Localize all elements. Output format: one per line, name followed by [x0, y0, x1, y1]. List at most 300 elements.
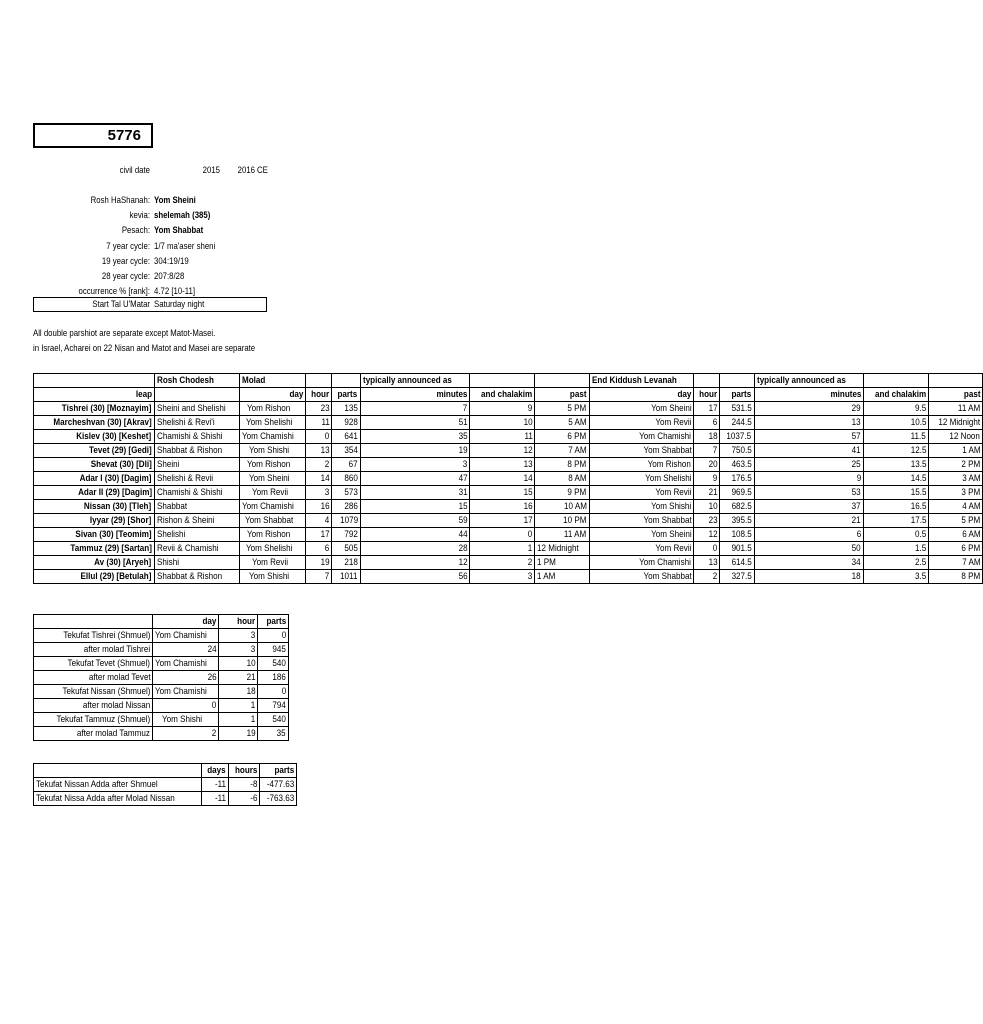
table-cell: Tekufat Nissan (Shmuel): [34, 685, 153, 699]
table-cell: 327.5: [720, 570, 754, 584]
table-cell: 9 PM: [535, 486, 589, 500]
table-cell: 26: [153, 671, 219, 685]
table-cell: 108.5: [720, 528, 754, 542]
table-row: [34, 792, 297, 806]
table-row: [34, 556, 983, 570]
table-cell: day: [589, 388, 694, 402]
table-cell: 0: [258, 629, 289, 643]
table-cell: 286: [332, 500, 360, 514]
table-header-row: [34, 374, 983, 388]
table-cell: 18: [694, 430, 720, 444]
table-header-row: [34, 764, 297, 778]
table-cell: Sivan (30) [Teomim]: [34, 528, 155, 542]
table-cell: [864, 374, 929, 388]
table-cell: 8 PM: [929, 570, 983, 584]
table-cell: 12 Midnight: [929, 416, 983, 430]
table-cell: 1011: [332, 570, 360, 584]
table-cell: 28: [360, 542, 470, 556]
table-cell: 18: [219, 685, 258, 699]
table-cell: 641: [332, 430, 360, 444]
table-cell: 23: [694, 514, 720, 528]
table-cell: 44: [360, 528, 470, 542]
table-cell: Tevet (29) [Gedi]: [34, 444, 155, 458]
table-cell: 3: [306, 486, 332, 500]
table-cell: 5 PM: [929, 514, 983, 528]
table-cell: Yom Revii: [240, 486, 306, 500]
table-cell: 1079: [332, 514, 360, 528]
table-cell: 3.5: [864, 570, 929, 584]
table-cell: parts: [720, 388, 754, 402]
table-cell: Yom Revii: [240, 556, 306, 570]
table-cell: End Kiddush Levanah: [589, 374, 694, 388]
table-cell: Yom Shishi: [589, 500, 694, 514]
civil-date-label: civil date: [119, 165, 150, 176]
table-cell: Yom Shelishi: [240, 416, 306, 430]
table-cell: -11: [202, 778, 229, 792]
table-cell: 29: [754, 402, 864, 416]
table-cell: 12: [360, 556, 470, 570]
info-value: Yom Sheini: [154, 195, 196, 206]
table-cell: Yom Shishi: [153, 713, 219, 727]
table-cell: 9: [694, 472, 720, 486]
table-cell: 1: [219, 713, 258, 727]
table-row: [34, 727, 289, 741]
table-row: [34, 699, 289, 713]
table-cell: 540: [258, 657, 289, 671]
table-cell: [306, 374, 332, 388]
table-cell: 750.5: [720, 444, 754, 458]
table-cell: 6 PM: [535, 430, 589, 444]
table-cell: Yom Shishi: [240, 444, 306, 458]
table-row: [34, 514, 983, 528]
table-cell: after molad Nissan: [34, 699, 153, 713]
table-cell: 19: [360, 444, 470, 458]
table-row: [34, 657, 289, 671]
table-cell: 7: [694, 444, 720, 458]
table-cell: 13: [694, 556, 720, 570]
table-cell: -763.63: [260, 792, 297, 806]
civil-year-1: 2015: [202, 165, 220, 176]
table-cell: Iyyar (29) [Shor]: [34, 514, 155, 528]
info-value: Yom Shabbat: [154, 225, 204, 237]
info-label: Rosh HaShanah:: [90, 195, 150, 206]
table-cell: 5 AM: [535, 416, 589, 430]
table-cell: 1 PM: [535, 556, 589, 570]
table-row: [34, 458, 983, 472]
table-cell: 37: [754, 500, 864, 514]
table-cell: parts: [260, 764, 297, 778]
table-cell: [34, 374, 155, 388]
table-cell: 6 AM: [929, 528, 983, 542]
table-cell: 1: [219, 699, 258, 713]
note-line-2: in Israel, Acharei on 22 Nisan and Matot and Masei are separate: [33, 343, 256, 354]
table-cell: Tekufat Nissan Adda after Shmuel: [34, 778, 202, 792]
table-cell: 16: [470, 500, 535, 514]
table-cell: 14: [306, 472, 332, 486]
table-cell: typically announced as: [754, 374, 864, 388]
table-cell: 20: [694, 458, 720, 472]
info-value: 304:19/19: [154, 255, 189, 267]
table-cell: 21: [754, 514, 864, 528]
table-cell: Shabbat & Rishon: [154, 444, 240, 458]
table-cell: 7 AM: [535, 444, 589, 458]
table-cell: Shelishi & Revi'i: [154, 416, 240, 430]
table-cell: Yom Shishi: [240, 570, 306, 584]
table-cell: [535, 374, 589, 388]
table-cell: 47: [360, 472, 470, 486]
table-cell: 0: [153, 699, 219, 713]
table-cell: Yom Chamishi: [589, 556, 694, 570]
info-value: 207:8/28: [154, 271, 185, 282]
table-cell: Rishon & Sheini: [154, 514, 240, 528]
table-cell: 6: [306, 542, 332, 556]
table-cell: [694, 374, 720, 388]
table-cell: 18: [754, 570, 864, 584]
table-row: [34, 570, 983, 584]
table-cell: Shabbat: [154, 500, 240, 514]
table-cell: hour: [694, 388, 720, 402]
table-cell: 59: [360, 514, 470, 528]
table-cell: Yom Shabbat: [589, 444, 694, 458]
table-cell: Chamishi & Shishi: [154, 430, 240, 444]
table-cell: Yom Chamishi: [153, 629, 219, 643]
table-cell: typically announced as: [360, 374, 470, 388]
info-value: 4.72 [10-11]: [154, 286, 196, 298]
tekufot-table: [33, 614, 289, 741]
table-cell: 16: [306, 500, 332, 514]
table-cell: 10 PM: [535, 514, 589, 528]
table-cell: 56: [360, 570, 470, 584]
table-cell: 35: [360, 430, 470, 444]
tal-umatar-label: Start Tal U'Matar: [92, 299, 150, 310]
table-cell: 4 AM: [929, 500, 983, 514]
table-cell: 244.5: [720, 416, 754, 430]
table-cell: hour: [306, 388, 332, 402]
table-cell: hours: [228, 764, 259, 778]
table-cell: 10 AM: [535, 500, 589, 514]
table-cell: 531.5: [720, 402, 754, 416]
table-cell: 792: [332, 528, 360, 542]
table-cell: 31: [360, 486, 470, 500]
table-cell: 901.5: [720, 542, 754, 556]
table-cell: 53: [754, 486, 864, 500]
table-cell: 11: [306, 416, 332, 430]
table-cell: Yom Chamishi: [589, 430, 694, 444]
table-cell: 1: [470, 542, 535, 556]
table-cell: 0: [470, 528, 535, 542]
table-cell: 9.5: [864, 402, 929, 416]
table-cell: 15: [470, 486, 535, 500]
civil-year-2: 2016: [237, 165, 255, 176]
table-cell: 0: [258, 685, 289, 699]
table-cell: 21: [219, 671, 258, 685]
table-cell: 3: [470, 570, 535, 584]
table-cell: 614.5: [720, 556, 754, 570]
table-cell: -6: [228, 792, 259, 806]
table-cell: 17.5: [864, 514, 929, 528]
table-cell: Yom Rishon: [240, 402, 306, 416]
table-cell: Yom Sheini: [240, 472, 306, 486]
table-cell: day: [153, 615, 219, 629]
table-cell: Revii & Chamishi: [154, 542, 240, 556]
table-cell: 186: [258, 671, 289, 685]
table-cell: 218: [332, 556, 360, 570]
table-cell: Yom Revii: [589, 542, 694, 556]
table-header-row: [34, 388, 983, 402]
table-cell: Yom Rishon: [240, 528, 306, 542]
table-cell: 51: [360, 416, 470, 430]
table-cell: 11 AM: [535, 528, 589, 542]
table-header-row: [34, 615, 289, 629]
info-label: 7 year cycle:: [106, 240, 150, 252]
table-cell: 17: [694, 402, 720, 416]
table-cell: 50: [754, 542, 864, 556]
table-cell: parts: [332, 388, 360, 402]
table-row: [34, 685, 289, 699]
table-cell: after molad Tammuz: [34, 727, 153, 741]
table-cell: parts: [258, 615, 289, 629]
table-cell: 13: [754, 416, 864, 430]
table-cell: 15.5: [864, 486, 929, 500]
table-cell: 15: [360, 500, 470, 514]
table-cell: 3 AM: [929, 472, 983, 486]
table-cell: 14: [470, 472, 535, 486]
table-cell: Yom Rishon: [240, 458, 306, 472]
table-cell: 0: [306, 430, 332, 444]
table-cell: 860: [332, 472, 360, 486]
table-cell: Yom Revii: [589, 416, 694, 430]
info-label: 28 year cycle:: [101, 271, 150, 282]
table-cell: and chalakim: [470, 388, 535, 402]
table-cell: leap: [34, 388, 155, 402]
table-row: [34, 671, 289, 685]
table-cell: 25: [754, 458, 864, 472]
table-cell: 34: [754, 556, 864, 570]
table-cell: Chamishi & Shishi: [154, 486, 240, 500]
table-cell: 13: [470, 458, 535, 472]
table-cell: 57: [754, 430, 864, 444]
table-cell: 3: [360, 458, 470, 472]
table-cell: 0: [694, 542, 720, 556]
table-cell: and chalakim: [864, 388, 929, 402]
table-cell: [929, 374, 983, 388]
table-cell: 19: [306, 556, 332, 570]
table-cell: 945: [258, 643, 289, 657]
table-cell: Yom Chamishi: [240, 500, 306, 514]
table-cell: Yom Rishon: [589, 458, 694, 472]
table-cell: Tammuz (29) [Sartan]: [34, 542, 155, 556]
table-cell: 2: [306, 458, 332, 472]
table-cell: 6 PM: [929, 542, 983, 556]
table-cell: after molad Tevet: [34, 671, 153, 685]
table-cell: 7: [306, 570, 332, 584]
table-cell: 505: [332, 542, 360, 556]
table-cell: 16.5: [864, 500, 929, 514]
table-cell: 176.5: [720, 472, 754, 486]
info-label: kevia:: [129, 210, 150, 222]
table-cell: 2: [694, 570, 720, 584]
table-cell: Yom Sheini: [589, 528, 694, 542]
table-row: [34, 528, 983, 542]
table-cell: Yom Chamishi: [153, 685, 219, 699]
table-cell: Yom Shabbat: [240, 514, 306, 528]
table-row: [34, 713, 289, 727]
table-cell: 682.5: [720, 500, 754, 514]
table-row: [34, 486, 983, 500]
table-cell: 10: [470, 416, 535, 430]
table-cell: Ellul (29) [Betulah]: [34, 570, 155, 584]
table-cell: Yom Shelishi: [240, 542, 306, 556]
table-cell: Yom Chamishi: [240, 430, 306, 444]
table-cell: 12: [694, 528, 720, 542]
table-cell: Av (30) [Aryeh]: [34, 556, 155, 570]
year-box: [33, 123, 153, 148]
table-cell: 6: [754, 528, 864, 542]
table-cell: hour: [219, 615, 258, 629]
info-label: Pesach:: [121, 225, 150, 237]
info-value: 1/7 ma'aser sheni: [154, 240, 216, 252]
table-cell: 794: [258, 699, 289, 713]
table-cell: [34, 764, 202, 778]
table-cell: Yom Shabbat: [589, 570, 694, 584]
table-cell: 6: [694, 416, 720, 430]
table-cell: 354: [332, 444, 360, 458]
table-cell: 10.5: [864, 416, 929, 430]
table-cell: 21: [694, 486, 720, 500]
table-cell: 17: [470, 514, 535, 528]
table-cell: 12.5: [864, 444, 929, 458]
info-label: 19 year cycle:: [101, 255, 150, 267]
table-cell: 17: [306, 528, 332, 542]
table-cell: Yom Shabbat: [589, 514, 694, 528]
table-cell: -8: [228, 778, 259, 792]
table-cell: 395.5: [720, 514, 754, 528]
year-value: 5776: [107, 127, 141, 144]
table-cell: 4: [306, 514, 332, 528]
table-cell: Shevat (30) [Dli]: [34, 458, 155, 472]
table-cell: days: [202, 764, 229, 778]
table-row: [34, 444, 983, 458]
table-cell: 540: [258, 713, 289, 727]
table-cell: Yom Shelishi: [589, 472, 694, 486]
table-cell: 5 PM: [535, 402, 589, 416]
table-cell: Shishi: [154, 556, 240, 570]
table-cell: 35: [258, 727, 289, 741]
table-cell: Tekufat Tammuz (Shmuel): [34, 713, 153, 727]
table-cell: Adar II (29) [Dagim]: [34, 486, 155, 500]
table-cell: [154, 388, 240, 402]
note-line-1: All double parshiot are separate except Matot-Masei.: [33, 328, 216, 339]
table-cell: Kislev (30) [Keshet]: [34, 430, 155, 444]
table-cell: 19: [219, 727, 258, 741]
table-cell: 14.5: [864, 472, 929, 486]
table-cell: Marcheshvan (30) [Akrav]: [34, 416, 155, 430]
table-cell: Tekufat Tishrei (Shmuel): [34, 629, 153, 643]
table-cell: 1 AM: [929, 444, 983, 458]
table-cell: 11 AM: [929, 402, 983, 416]
table-cell: 3: [219, 643, 258, 657]
table-cell: 41: [754, 444, 864, 458]
table-cell: minutes: [754, 388, 864, 402]
table-cell: 3: [219, 629, 258, 643]
table-cell: [332, 374, 360, 388]
table-cell: 463.5: [720, 458, 754, 472]
table-cell: 11.5: [864, 430, 929, 444]
table-cell: Shabbat & Rishon: [154, 570, 240, 584]
table-cell: Tishrei (30) [Moznayim]: [34, 402, 155, 416]
table-cell: [470, 374, 535, 388]
table-cell: 1.5: [864, 542, 929, 556]
table-cell: 67: [332, 458, 360, 472]
table-cell: past: [929, 388, 983, 402]
table-cell: 573: [332, 486, 360, 500]
civil-era: CE: [257, 165, 268, 176]
table-cell: 12 Midnight: [535, 542, 589, 556]
table-cell: [720, 374, 754, 388]
table-cell: past: [535, 388, 589, 402]
table-cell: minutes: [360, 388, 470, 402]
table-cell: Tekufat Tevet (Shmuel): [34, 657, 153, 671]
table-cell: 13.5: [864, 458, 929, 472]
table-cell: 3 PM: [929, 486, 983, 500]
table-cell: Sheini: [154, 458, 240, 472]
table-cell: 7: [360, 402, 470, 416]
table-cell: 928: [332, 416, 360, 430]
info-label: occurrence % [rank]:: [78, 286, 150, 298]
tal-umatar-value: Saturday night: [154, 299, 205, 310]
table-cell: 24: [153, 643, 219, 657]
table-cell: 7 AM: [929, 556, 983, 570]
table-cell: 9: [470, 402, 535, 416]
table-cell: 10: [219, 657, 258, 671]
table-cell: Sheini and Shelishi: [154, 402, 240, 416]
adda-table: [33, 763, 297, 806]
table-cell: [34, 615, 153, 629]
table-cell: Rosh Chodesh: [154, 374, 240, 388]
table-row: [34, 643, 289, 657]
table-cell: Adar I (30) [Dagim]: [34, 472, 155, 486]
table-cell: Nissan (30) [Tleh]: [34, 500, 155, 514]
table-row: [34, 472, 983, 486]
table-row: [34, 402, 983, 416]
table-row: [34, 542, 983, 556]
table-cell: 8 PM: [535, 458, 589, 472]
table-cell: Shelishi & Revii: [154, 472, 240, 486]
table-cell: 2.5: [864, 556, 929, 570]
table-cell: after molad Tishrei: [34, 643, 153, 657]
info-value: shelemah (385): [154, 210, 211, 222]
table-row: [34, 500, 983, 514]
table-cell: 9: [754, 472, 864, 486]
table-cell: 0.5: [864, 528, 929, 542]
table-cell: 10: [694, 500, 720, 514]
table-row: [34, 416, 983, 430]
table-cell: 969.5: [720, 486, 754, 500]
table-cell: 11: [470, 430, 535, 444]
table-cell: 13: [306, 444, 332, 458]
table-cell: Shelishi: [154, 528, 240, 542]
table-cell: -477.63: [260, 778, 297, 792]
table-cell: Tekufat Nissa Adda after Molad Nissan: [34, 792, 202, 806]
table-cell: 12: [470, 444, 535, 458]
table-cell: 23: [306, 402, 332, 416]
table-cell: Molad: [240, 374, 306, 388]
months-table: [33, 373, 983, 584]
table-row: [34, 430, 983, 444]
table-cell: 1 AM: [535, 570, 589, 584]
table-cell: Yom Sheini: [589, 402, 694, 416]
table-cell: day: [240, 388, 306, 402]
